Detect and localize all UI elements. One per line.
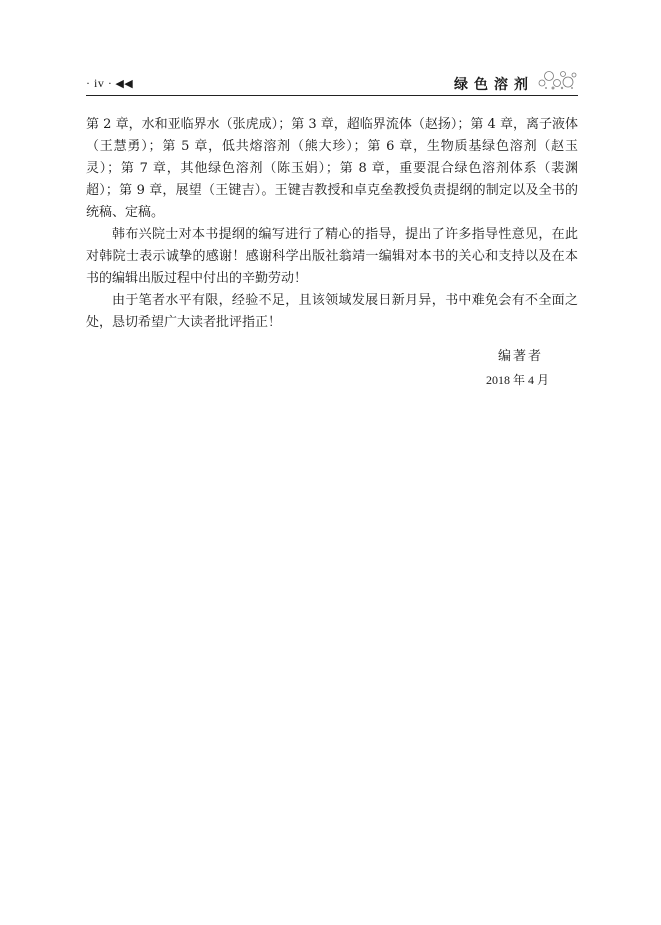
signature-date: 2018 年 4 月 — [486, 373, 550, 387]
paragraph-acknowledgement: 韩布兴院士对本书提纲的编写进行了精心的指导，提出了许多指导性意见，在此对韩院士表示诚挚的感谢！感谢科学出版社翁靖一编辑对本书的关心和支持以及在本书的编辑出版过程中付出的辛勤劳动！ — [86, 227, 578, 286]
double-arrow-marker-icon: ◀◀ — [115, 78, 134, 90]
running-header — [86, 70, 578, 96]
paragraph-chapter-authors: 第 2 章，水和亚临界水（张虎成）；第 3 章，超临界流体（赵扬）；第 4 章，离子液体（王慧勇）；第 5 章，低共熔溶剂（熊大珍）；第 6 章，生物质基绿色溶剂（赵玉灵）；第 7 章，其他绿色溶剂（陈玉娟）；第 8 章，重要混合绿色溶剂体系（裴渊超）；第 9 章，展望（王键吉）。王键吉教授和卓克垒教授负责提纲的制定以及全书的统稿、定稿。 — [86, 117, 578, 220]
page-number: · iv · ◀◀ — [86, 76, 134, 90]
paragraph-apology: 由于笔者水平有限，经验不足，且该领域发展日新月异，书中难免会有不全面之处，恳切希望广大读者批评指正！ — [86, 293, 578, 330]
author-signature: 编著者 — [498, 349, 544, 364]
bubbles-ornament-icon — [536, 68, 578, 92]
body-text — [86, 114, 578, 334]
book-title: 绿色溶剂 — [454, 77, 534, 93]
header-rule — [86, 95, 578, 96]
